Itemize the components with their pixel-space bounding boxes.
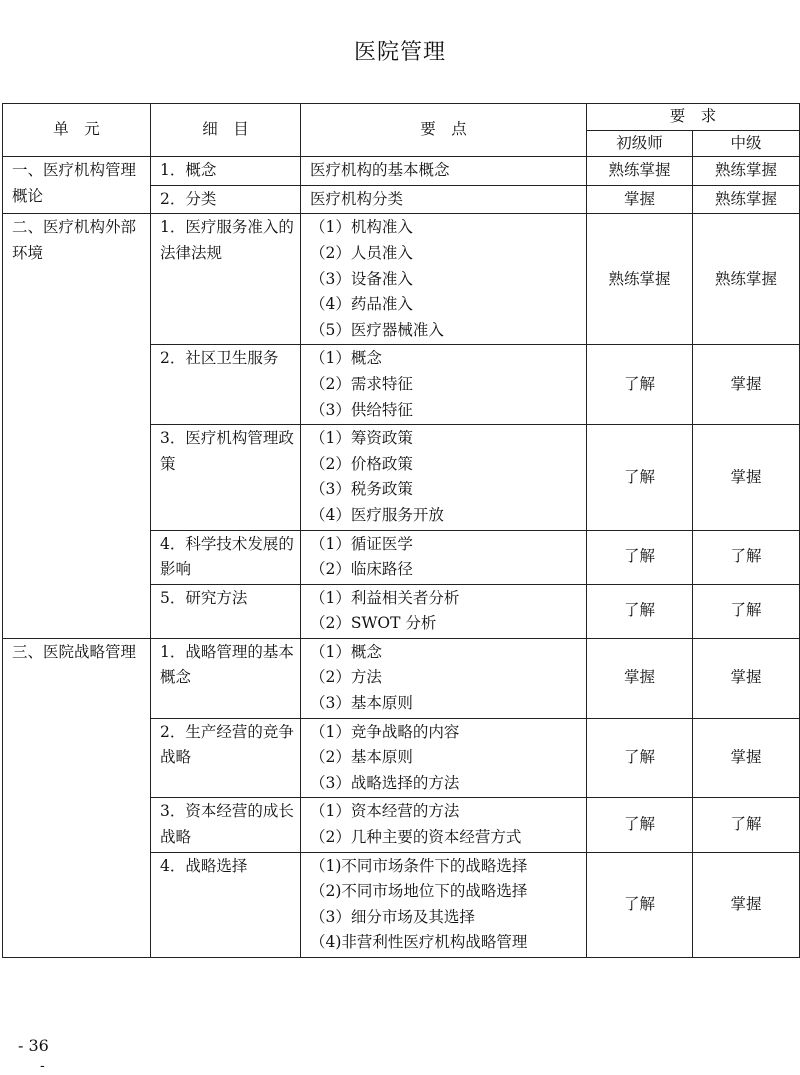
points-cell (301, 852, 587, 957)
page-number: - 36 (18, 1036, 49, 1055)
point-text: （1）资本经营的方法 (310, 802, 460, 821)
points-cell (301, 530, 587, 584)
point-text: （2）SWOT 分析 (310, 614, 437, 633)
unit-cell: 二、医疗机构外部环境 (3, 214, 151, 639)
table-row (3, 638, 800, 718)
middle-level-cell: 了解 (693, 530, 800, 584)
point-text: （1）利益相关者分析 (310, 588, 460, 607)
header-requirement: 要 求 (587, 104, 800, 131)
points-cell (301, 638, 587, 718)
point-text: 医疗机构的基本概念 (310, 161, 450, 180)
middle-level-cell: 熟练掌握 (693, 157, 800, 186)
point-text: （4）医疗服务开放 (310, 505, 444, 524)
point-text: （3）税务政策 (310, 480, 413, 499)
middle-level-cell: 了解 (693, 584, 800, 638)
middle-level-cell: 掌握 (693, 425, 800, 530)
junior-level-cell: 了解 (587, 530, 693, 584)
point-text: （3）供给特征 (310, 400, 413, 419)
table-row (3, 214, 800, 345)
item-cell: 3．医疗机构管理政策 (151, 425, 301, 530)
point-text: （2）价格政策 (310, 454, 413, 473)
middle-level-cell: 熟练掌握 (693, 185, 800, 214)
point-text: 医疗机构分类 (310, 189, 404, 208)
point-text: （1）概念 (310, 349, 382, 368)
junior-level-cell: 了解 (587, 425, 693, 530)
junior-level-cell: 了解 (587, 852, 693, 957)
header-points: 要 点 (301, 104, 587, 157)
point-text: （1）循证医学 (310, 534, 413, 553)
junior-level-cell: 了解 (587, 584, 693, 638)
item-cell: 5．研究方法 (151, 584, 301, 638)
item-cell: 2．生产经营的竞争战略 (151, 718, 301, 798)
middle-level-cell: 了解 (693, 798, 800, 852)
point-text: （1）竞争战略的内容 (310, 722, 460, 741)
point-text: （2）基本原则 (310, 748, 413, 767)
header-row (3, 104, 800, 131)
page-title: 医院管理 (353, 40, 446, 65)
point-text: （2）方法 (310, 668, 382, 687)
header-junior: 初级师 (587, 130, 693, 157)
junior-level-cell: 了解 (587, 798, 693, 852)
header-middle: 中级 (693, 130, 800, 157)
point-text: （1)不同市场条件下的战略选择 (310, 856, 528, 875)
middle-level-cell: 掌握 (693, 638, 800, 718)
points-cell (301, 584, 587, 638)
item-cell: 1．概念 (151, 157, 301, 186)
point-text: （3）战略选择的方法 (310, 773, 460, 792)
point-text: （2）人员准入 (310, 243, 413, 262)
item-cell: 1．战略管理的基本概念 (151, 638, 301, 718)
syllabus-table (2, 103, 800, 958)
points-cell (301, 718, 587, 798)
item-cell: 2．社区卫生服务 (151, 345, 301, 425)
item-cell: 3．资本经营的成长战略 (151, 798, 301, 852)
junior-level-cell: 熟练掌握 (587, 157, 693, 186)
points-cell (301, 425, 587, 530)
point-text: （3）细分市场及其选择 (310, 907, 475, 926)
point-text: （2)不同市场地位下的战略选择 (310, 882, 528, 901)
point-text: （2）临床路径 (310, 560, 413, 579)
junior-level-cell: 熟练掌握 (587, 214, 693, 345)
item-cell: 4．科学技术发展的影响 (151, 530, 301, 584)
points-cell (301, 214, 587, 345)
point-text: （1）机构准入 (310, 218, 413, 237)
unit-cell: 三、医院战略管理 (3, 638, 151, 957)
item-cell: 2．分类 (151, 185, 301, 214)
point-text: （4)非营利性医疗机构战略管理 (310, 933, 528, 952)
middle-level-cell: 掌握 (693, 345, 800, 425)
page-number-dash: - (40, 1058, 45, 1074)
point-text: （2）需求特征 (310, 374, 413, 393)
middle-level-cell: 熟练掌握 (693, 214, 800, 345)
item-cell: 4．战略选择 (151, 852, 301, 957)
junior-level-cell: 了解 (587, 718, 693, 798)
header-unit: 单 元 (3, 104, 151, 157)
point-text: （1）筹资政策 (310, 429, 413, 448)
point-text: （4）药品准入 (310, 295, 413, 314)
table-row (3, 157, 800, 186)
point-text: （2）几种主要的资本经营方式 (310, 828, 522, 847)
point-text: （3）基本原则 (310, 694, 413, 713)
points-cell (301, 345, 587, 425)
point-text: （5）医疗器械准入 (310, 320, 444, 339)
table-body (3, 157, 800, 958)
point-text: （1）概念 (310, 642, 382, 661)
item-cell: 1．医疗服务准入的法律法规 (151, 214, 301, 345)
middle-level-cell: 掌握 (693, 852, 800, 957)
unit-cell: 一、医疗机构管理概论 (3, 157, 151, 214)
junior-level-cell: 了解 (587, 345, 693, 425)
point-text: （3）设备准入 (310, 269, 413, 288)
junior-level-cell: 掌握 (587, 638, 693, 718)
junior-level-cell: 掌握 (587, 185, 693, 214)
middle-level-cell: 掌握 (693, 718, 800, 798)
points-cell (301, 157, 587, 186)
header-item: 细 目 (151, 104, 301, 157)
points-cell (301, 798, 587, 852)
points-cell (301, 185, 587, 214)
